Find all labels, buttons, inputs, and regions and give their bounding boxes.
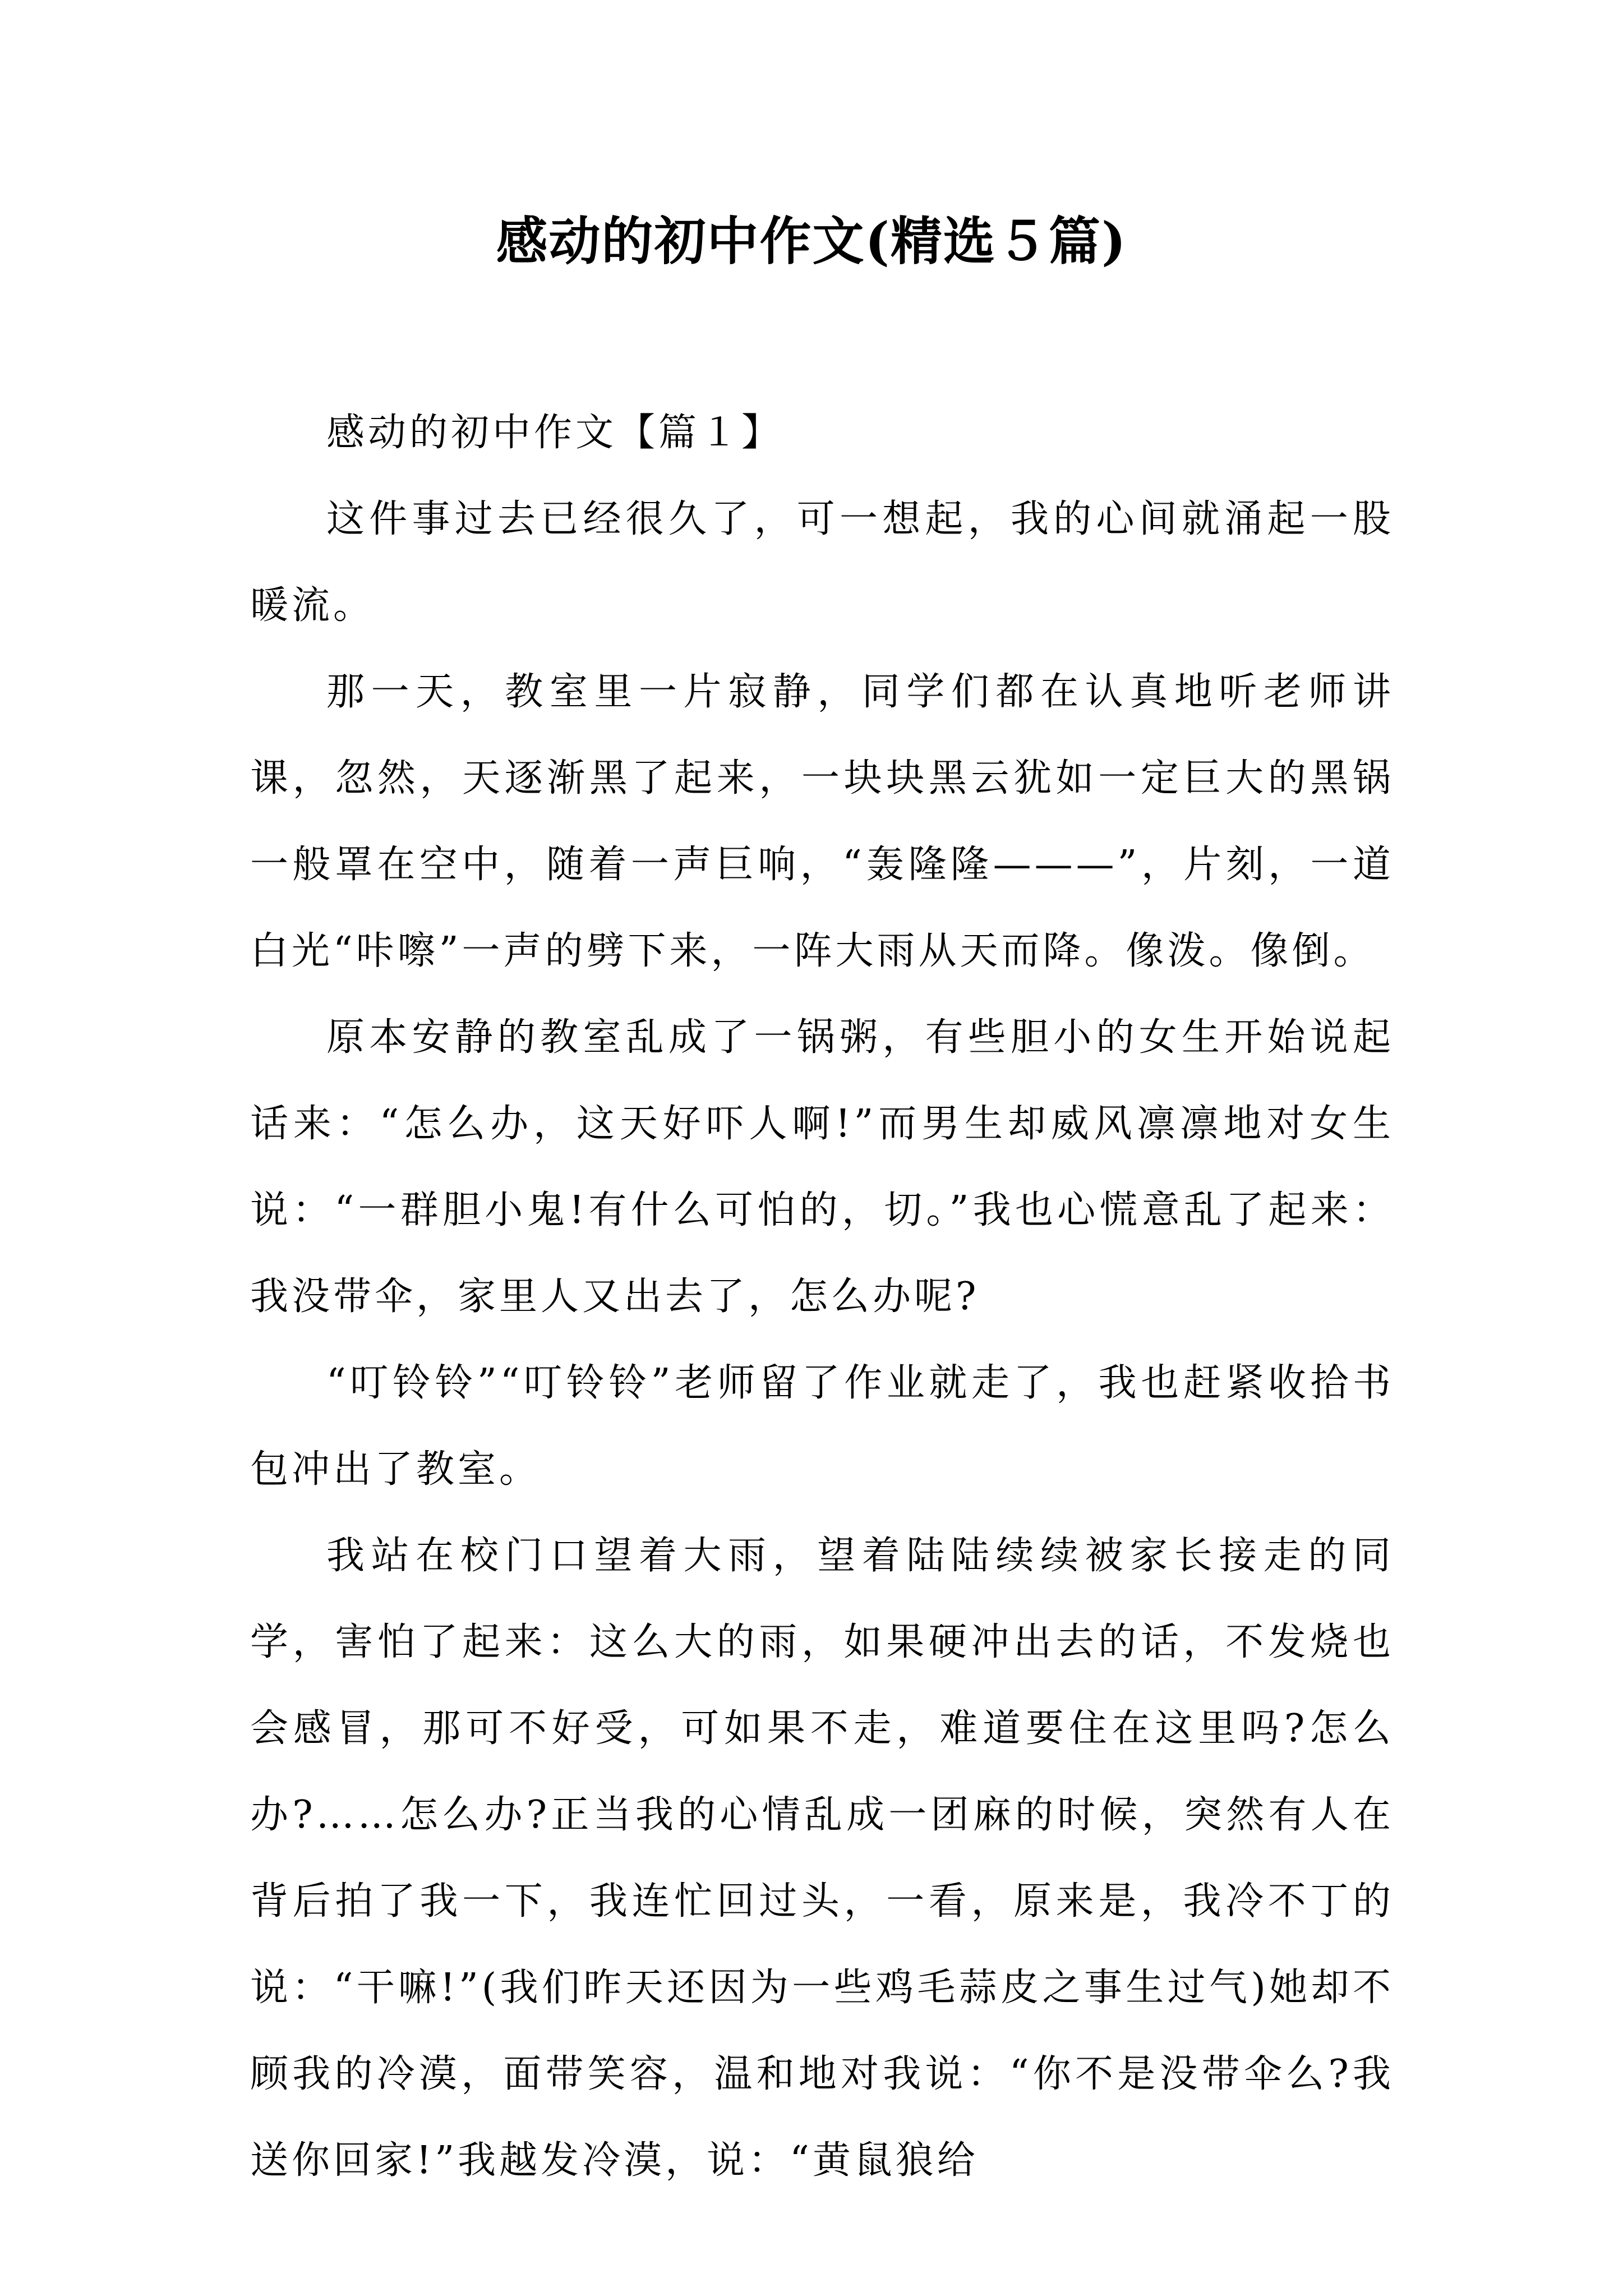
paragraph-4: “叮铃铃”“叮铃铃”老师留了作业就走了，我也赶紧收拾书包冲出了教室。 [250,1361,1394,1492]
paragraph-1: 这件事过去已经很久了，可一想起，我的心间就涌起一股暖流。 [250,497,1394,628]
document-title: 感动的初中作文(精选５篇) [496,211,1127,272]
paragraph-3: 原本安静的教室乱成了一锅粥，有些胆小的女生开始说起话来：“怎么办，这天好吓人啊!”而男生却威风凛凛地对女生说：“一群胆小鬼!有什么可怕的，切。”我也心慌意乱了起来：我没带伞，家里人又出去了，怎么办呢? [250,1015,1394,1319]
document-body [250,390,1394,2204]
paragraph-2: 那一天，教室里一片寂静，同学们都在认真地听老师讲课，忽然，天逐渐黑了起来，一块块黑云犹如一定巨大的黑锅一般罩在空中，随着一声巨响，“轰隆隆———”，片刻，一道白光“咔嚓”一声的劈下来，一阵大雨从天而降。像泼。像倒。 [250,670,1394,973]
section-heading: 感动的初中作文【篇１】 [326,411,783,455]
paragraph-5: 我站在校门口望着大雨，望着陆陆续续被家长接走的同学，害怕了起来：这么大的雨，如果硬冲出去的话，不发烧也会感冒，那可不好受，可如果不走，难道要住在这里吗?怎么办?……怎么办?正当我的心情乱成一团麻的时候，突然有人在背后拍了我一下，我连忙回过头，一看，原来是，我冷不丁的说：“干嘛!”(我们昨天还因为一些鸡毛蒜皮之事生过气)她却不顾我的冷漠，面带笑容，温和地对我说：“你不是没带伞么?我送你回家!”我越发冷漠，说：“黄鼠狼给 [250,1534,1394,2183]
